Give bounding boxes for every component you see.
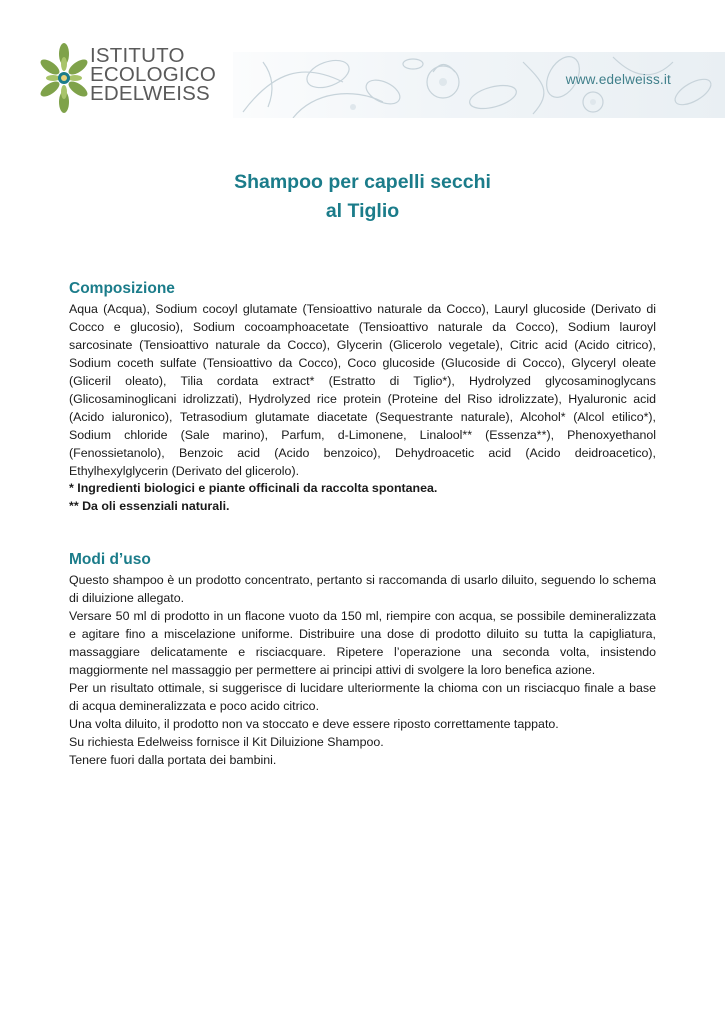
note-organic: * Ingredienti biologici e piante officinali da raccolta spontanea. [69, 481, 438, 495]
logo-line-1: ISTITUTO [90, 44, 185, 67]
page-header [0, 0, 725, 120]
usage-paragraph-1: Questo shampoo è un prodotto concentrato, pertanto si raccomanda di usarlo diluito, seguendo lo schema di diluizione allegato. [69, 573, 656, 605]
document-title-line-1: Shampoo per capelli secchi [234, 171, 491, 193]
brand-logo[interactable] [40, 40, 220, 120]
edelweiss-flower-icon [40, 40, 88, 116]
logo-wordmark [90, 46, 216, 103]
website-link[interactable]: www.edelweiss.it [565, 72, 671, 87]
usage-paragraph-5: Su richiesta Edelweiss fornisce il Kit Diluizione Shampoo. [69, 735, 384, 749]
modi-uso-heading: Modi d’uso [69, 551, 151, 568]
logo-line-2: ECOLOGICO [90, 63, 216, 86]
composizione-heading: Composizione [69, 280, 175, 297]
logo-line-3: EDELWEISS [90, 82, 210, 105]
ingredients-paragraph: Aqua (Acqua), Sodium cocoyl glutamate (Tensioattivo naturale da Cocco), Lauryl glucoside (Derivato di Cocco e glucosio), Sodium cocoamphoacetate (Tensioattivo naturale da Cocco), Sodium lauroyl sarcosinate (Tensioattivo naturale da Cocco), Glycerin (Glicerolo vegetale), Citric acid (Acido citrico), Sodium coceth sulfate (Tensioattivo da Cocco), Coco glucoside (Glucoside di Cocco), Glyceryl oleate (Gliceril oleato), Tilia cordata extract* (Estratto di Tiglio*), Hydrolyzed glycosaminoglycans (Glicosaminoglicani idrolizzati), Hydrolyzed rice protein (Proteine del Riso idrolizzate), Hyaluronic acid (Acido ialuronico), Tetrasodium glutamate diacetate (Sequestrante naturale), Alcohol* (Alcol etilico*), Sodium chloride (Sale marino), Parfum, d-Limonene, Linalool** (Essenza**), Phenoxyethanol (Fenossietanolo), Benzoic acid (Acido benzoico), Dehydroacetic acid (Acido deidroacetico), Ethylhexylglycerin (Derivato del glicerolo). [69, 302, 656, 478]
usage-paragraph-2: Versare 50 ml di prodotto in un flacone vuoto da 150 ml, riempire con acqua, se possibile demineralizzata e agitare fino a miscelazione uniforme. Distribuire una dose di prodotto diluito su tutta la capigliatura, massaggiare delicatamente e risciacquare. Ripetere l’operazione una seconda volta, insistendo maggiormente nel massaggio per permettere ai principi attivi di svolgere la loro benefica azione. [69, 609, 656, 677]
usage-paragraph-3: Per un risultato ottimale, si suggerisce di lucidare ulteriormente la chioma con un risciacquo finale a base di acqua demineralizzata e poco acido citrico. [69, 681, 656, 713]
usage-paragraph-4: Una volta diluito, il prodotto non va stoccato e deve essere riposto correttamente tappato. [69, 717, 559, 731]
ingredient-notes [69, 479, 656, 515]
note-essential-oils: ** Da oli essenziali naturali. [69, 499, 230, 513]
modi-uso-body [69, 571, 656, 769]
document-title-line-2: al Tiglio [325, 200, 400, 222]
usage-paragraph-6: Tenere fuori dalla portata dei bambini. [69, 753, 277, 767]
composizione-body [69, 300, 656, 480]
